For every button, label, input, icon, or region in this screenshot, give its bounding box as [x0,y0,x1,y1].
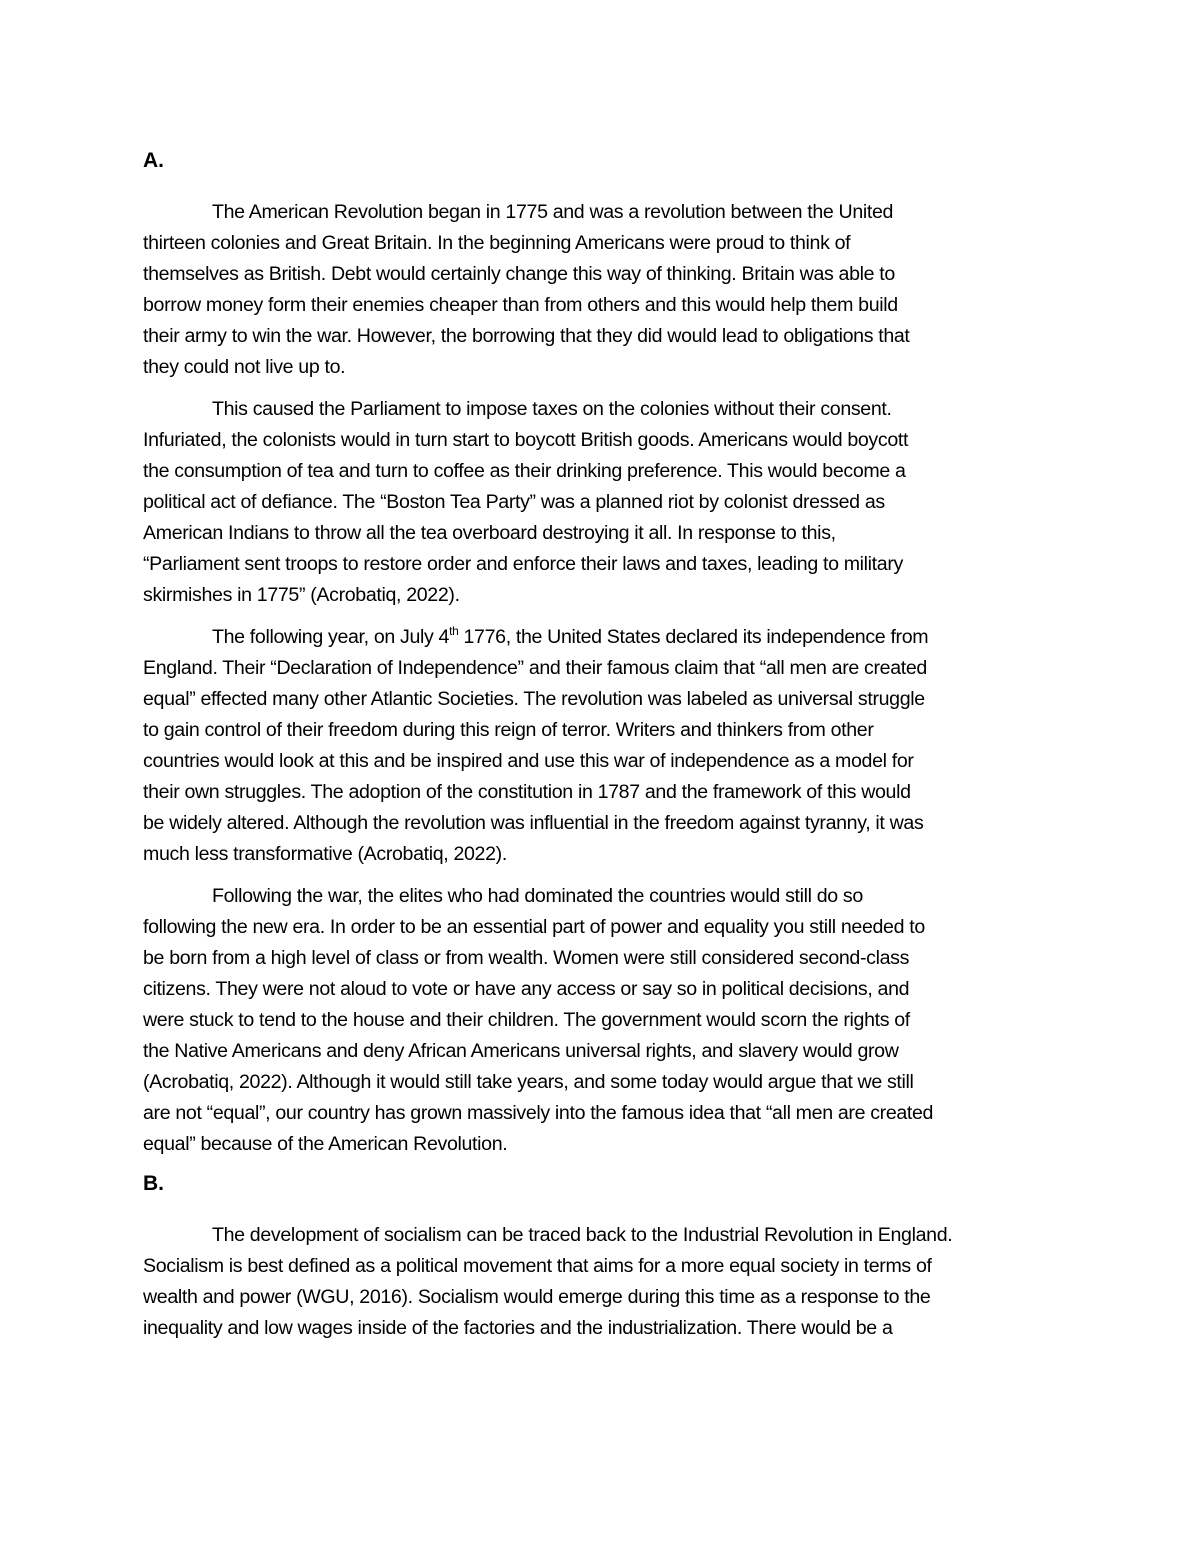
text-line: countries would look at this and be inspired and use this war of independence as a model for [143,750,914,772]
text-line: England. Their “Declaration of Independence” and their famous claim that “all men are created [143,657,927,679]
text-line: The development of socialism can be traced back to the Industrial Revolution in England. [212,1224,953,1246]
text-line: the consumption of tea and turn to coffee as their drinking preference. This would become a [143,460,906,482]
text-line [143,622,1058,653]
text-line: (Acrobatiq, 2022). Although it would still take years, and some today would argue that we still [143,1071,914,1093]
text-line: much less transformative (Acrobatiq, 2022). [143,843,507,865]
ordinal-suffix: th [449,624,459,638]
section-b-heading: B. [143,1172,164,1195]
text-line: wealth and power (WGU, 2016). Socialism would emerge during this time as a response to the [143,1286,931,1308]
text-line: are not “equal”, our country has grown massively into the famous idea that “all men are created [143,1102,934,1124]
section-a-paragraph-2 [143,394,1058,611]
text-run: 1776, the United States declared its independence from [458,626,929,648]
text-line: themselves as British. Debt would certainly change this way of thinking. Britain was able to [143,263,895,285]
text-line: their army to win the war. However, the borrowing that they did would lead to obligations that [143,325,910,347]
section-a-heading: A. [143,149,164,172]
text-line: citizens. They were not aloud to vote or have any access or say so in political decisions, and [143,978,910,1000]
text-line: be born from a high level of class or from wealth. Women were still considered second-class [143,947,910,969]
text-line: Following the war, the elites who had dominated the countries would still do so [212,885,863,907]
text-line: they could not live up to. [143,356,346,378]
section-a-paragraph-3 [143,622,1058,870]
section-a-paragraph-4 [143,881,1058,1160]
text-line: political act of defiance. The “Boston Tea Party” was a planned riot by colonist dressed as [143,491,885,513]
section-a-paragraph-1 [143,197,1058,383]
document-body [143,148,1058,1355]
text-line: thirteen colonies and Great Britain. In the beginning Americans were proud to think of [143,232,851,254]
text-line: borrow money form their enemies cheaper than from others and this would help them build [143,294,898,316]
text-line: The American Revolution began in 1775 and was a revolution between the United [212,201,894,223]
text-line: Infuriated, the colonists would in turn start to boycott British goods. Americans would boycott [143,429,909,451]
text-line: the Native Americans and deny African Americans universal rights, and slavery would grow [143,1040,899,1062]
text-line: following the new era. In order to be an essential part of power and equality you still needed to [143,916,925,938]
text-line: Socialism is best defined as a political movement that aims for a more equal society in terms of [143,1255,932,1277]
text-line: This caused the Parliament to impose taxes on the colonies without their consent. [212,398,892,420]
text-line: “Parliament sent troops to restore order and enforce their laws and taxes, leading to military [143,553,903,575]
text-line: American Indians to throw all the tea overboard destroying it all. In response to this, [143,522,836,544]
section-b-paragraph-1 [143,1220,1058,1344]
text-line: equal” effected many other Atlantic Societies. The revolution was labeled as universal struggle [143,688,925,710]
text-line: skirmishes in 1775” (Acrobatiq, 2022). [143,584,460,606]
text-line: their own struggles. The adoption of the constitution in 1787 and the framework of this would [143,781,911,803]
text-line: were stuck to tend to the house and their children. The government would scorn the rights of [143,1009,910,1031]
text-line: to gain control of their freedom during this reign of terror. Writers and thinkers from other [143,719,874,741]
text-line: equal” because of the American Revolution. [143,1133,508,1155]
text-line: be widely altered. Although the revolution was influential in the freedom against tyranny, it was [143,812,924,834]
text-run: The following year, on July 4 [212,626,450,648]
text-line: inequality and low wages inside of the factories and the industrialization. There would be a [143,1317,893,1339]
